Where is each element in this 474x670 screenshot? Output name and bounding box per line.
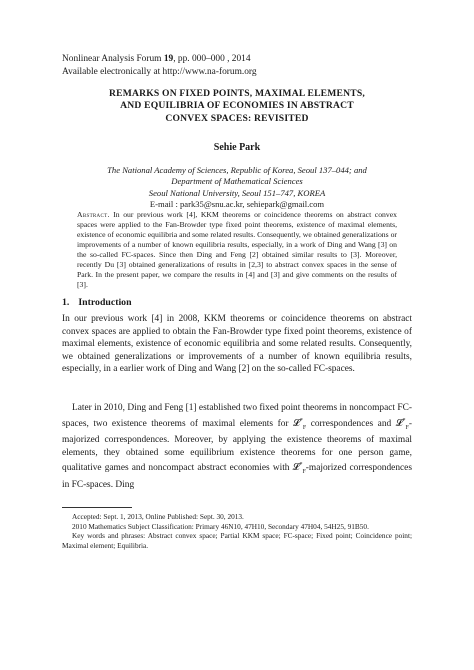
journal-pages: , pp. 000–000 , 2014 bbox=[173, 54, 251, 64]
abstract-label: Abstract. bbox=[77, 210, 110, 219]
paragraph-2-part-c: -majorized correspondences. Moreover, by applying the existence theorems of maximal elements, they obtained some equilibrium existence theorems for one person game, qualitative games and noncompact abstract economies with bbox=[62, 418, 412, 474]
footnote-accepted: Accepted: Sept. 1, 2013, Online Published: Sept. 30, 2013. bbox=[72, 512, 244, 521]
abstract bbox=[77, 210, 397, 290]
paper-title bbox=[40, 88, 434, 125]
author-affiliation bbox=[40, 165, 434, 211]
footnote-msc: 2010 Mathematics Subject Classification: Primary 46N10, 47H10, Secondary 47H04, 54H25, 91B50. bbox=[72, 521, 369, 531]
footnotes bbox=[62, 512, 412, 550]
intro-paragraph-1: In our previous work [4] in 2008, KKM theorems or coincidence theorems on abstract convex spaces are applied to obtain the Fan-Browder type fixed point theorems, existence of maximal elements, existence of economic equilibria and some related results. Consequently, we obtained generalizations or improvements of a number of known equilibria results, especially, in a earlier work of Ding and Wang [2] on the so-called FC-spaces. bbox=[62, 314, 412, 375]
affiliation-line-3: Seoul National University, Seoul 151–747, KOREA bbox=[148, 187, 326, 198]
paragraph-2-part-b: correspondences and bbox=[306, 418, 396, 429]
author-email: E-mail : park35@snu.ac.kr, sehiepark@gmail.com bbox=[149, 199, 325, 210]
journal-volume: 19 bbox=[163, 54, 174, 64]
footnote-divider bbox=[62, 507, 132, 508]
title-line-3: CONVEX SPACES: REVISITED bbox=[165, 112, 309, 124]
footnote-keywords: Key words and phrases: Abstract convex space; Partial KKM space; FC-space; Fixed point; Coincidence point; Maximal element; Equilibria. bbox=[62, 531, 412, 550]
journal-header bbox=[62, 53, 257, 78]
paragraph-2-part-a: Later in 2010, Ding and Feng [1] established two fixed point theorems in noncompact FC-spaces, two existence theorems of maximal elements for bbox=[62, 403, 412, 429]
math-symbol-L: 𝓛 bbox=[395, 418, 403, 429]
section-title: Introduction bbox=[78, 297, 132, 308]
affiliation-line-1: The National Academy of Sciences, Republic of Korea, Seoul 137–044; and bbox=[107, 165, 367, 175]
math-symbol-L: 𝓛 bbox=[293, 418, 300, 429]
math-symbol-L: 𝓛 bbox=[292, 463, 300, 474]
journal-citation bbox=[62, 53, 257, 66]
intro-paragraph-2: Later in 2010, Ding and Feng [1] established two fixed point theorems in noncompact FC-spaces, two existence theorems of maximal elements for 𝓛*$_F$ correspondences and 𝓛*$_F$-majorized correspondences. Moreover, by applying the existence theorems of maximal elements, they obtained some equilibrium existence theorems for one person game, qualitative games and noncompact abstract economies with 𝓛*$_F$-majorized correspondences in FC-spaces. Ding bbox=[62, 403, 412, 490]
journal-name: Nonlinear Analysis Forum bbox=[62, 54, 162, 64]
author-name: Sehie Park bbox=[213, 142, 261, 153]
section-number: 1. bbox=[62, 297, 70, 308]
section-heading bbox=[62, 297, 141, 308]
title-line-1: REMARKS ON FIXED POINTS, MAXIMAL ELEMENTS, bbox=[109, 88, 365, 99]
abstract-text: In our previous work [4], KKM theorems or coincidence theorems on abstract convex spaces were applied to the Fan-Browder type fixed point theorems, existence of maximal elements, existence of economic equilibria and some related results. Consequently, we obtained generalizations or improvements of a number of known equilibria results, especially, in a work of Ding and Wang [3] on the so-called FC-spaces. Since then Ding and Feng [2] obtained similar results to [3]. Moreover, recently Du [3] obtained generalizations of results in [2,3] to abstract convex spaces in the sense of Park. In the present paper, we compare the results in [4] and [3] and give comments on the results of [3]. bbox=[77, 210, 397, 290]
affiliation-line-2: Department of Mathematical Sciences bbox=[171, 176, 303, 187]
title-line-2: AND EQUILIBRIA OF ECONOMIES IN ABSTRACT bbox=[120, 100, 354, 112]
journal-availability: Available electronically at http://www.na-forum.org bbox=[62, 66, 257, 77]
paragraph-2-part-d: -majorized correspondences in FC-spaces. Ding bbox=[62, 463, 412, 490]
